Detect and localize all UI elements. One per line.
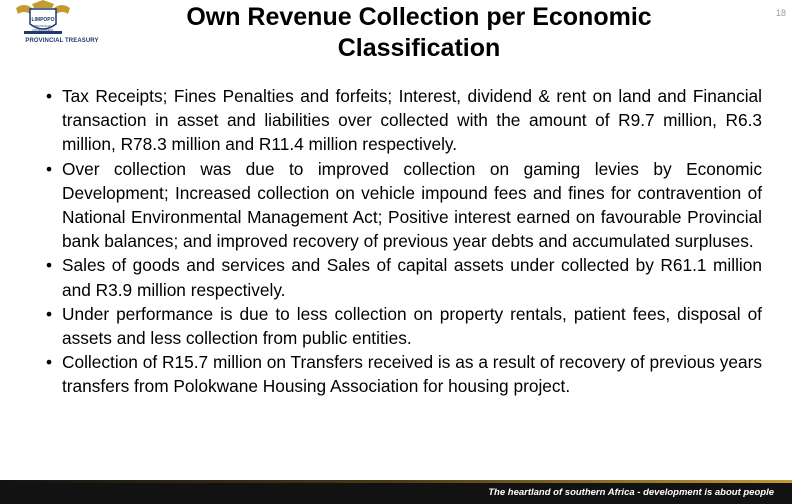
limpopo-logo	[2, 0, 120, 62]
bullet-item	[46, 157, 762, 254]
logo-name: LIMPOPO	[31, 17, 55, 23]
bullet-item	[46, 84, 762, 157]
bullet-item	[46, 302, 762, 350]
bullet-item	[46, 253, 762, 301]
bullet-text: Over collection was due to improved collection on gaming levies by Economic Development; Increased collection on vehicle impound fees and fines for contravention of National Environmental Management Act; Positive interest earned on favourable Provincial bank balances; and improved recovery of previous year debts and accumulated surpluses.	[62, 158, 762, 252]
logo-department: PROVINCIAL TREASURY	[25, 38, 99, 44]
bullet-item	[46, 350, 762, 398]
footer-bar	[0, 480, 792, 504]
footer-tagline: The heartland of southern Africa - development is about people	[488, 487, 774, 498]
bullet-text: Tax Receipts; Fines Penalties and forfeits; Interest, dividend & rent on land and Financial transaction in asset and liabilities over collected with the amount of R9.7 million, R6.3 million, R78.3 million and R11.4 million respectively.	[62, 86, 762, 155]
bullet-list	[46, 84, 762, 399]
bullet-icon: •	[46, 255, 53, 276]
page-number: 18	[775, 8, 786, 18]
bullet-icon: •	[46, 158, 53, 179]
page-title: Own Revenue Collection per Economic Classification	[186, 3, 652, 62]
footer-stripe	[0, 480, 792, 483]
bullet-text: Sales of goods and services and Sales of capital assets under collected by R61.1 million and R3.9 million respectively.	[62, 255, 762, 300]
bullet-text: Under performance is due to less collection on property rentals, patient fees, disposal of assets and less collection from public entities.	[62, 303, 762, 349]
bullet-icon: •	[46, 86, 53, 106]
bullet-text: Collection of R15.7 million on Transfers received is as a result of recovery of previous years transfers from Polokwane Housing Association for housing project.	[62, 352, 762, 397]
bullet-icon: •	[46, 303, 53, 324]
coat-of-arms-icon	[2, 0, 120, 40]
logo-subtitle: PROVINCIAL GOVERNMENT	[32, 24, 54, 32]
bullet-icon: •	[46, 352, 53, 373]
